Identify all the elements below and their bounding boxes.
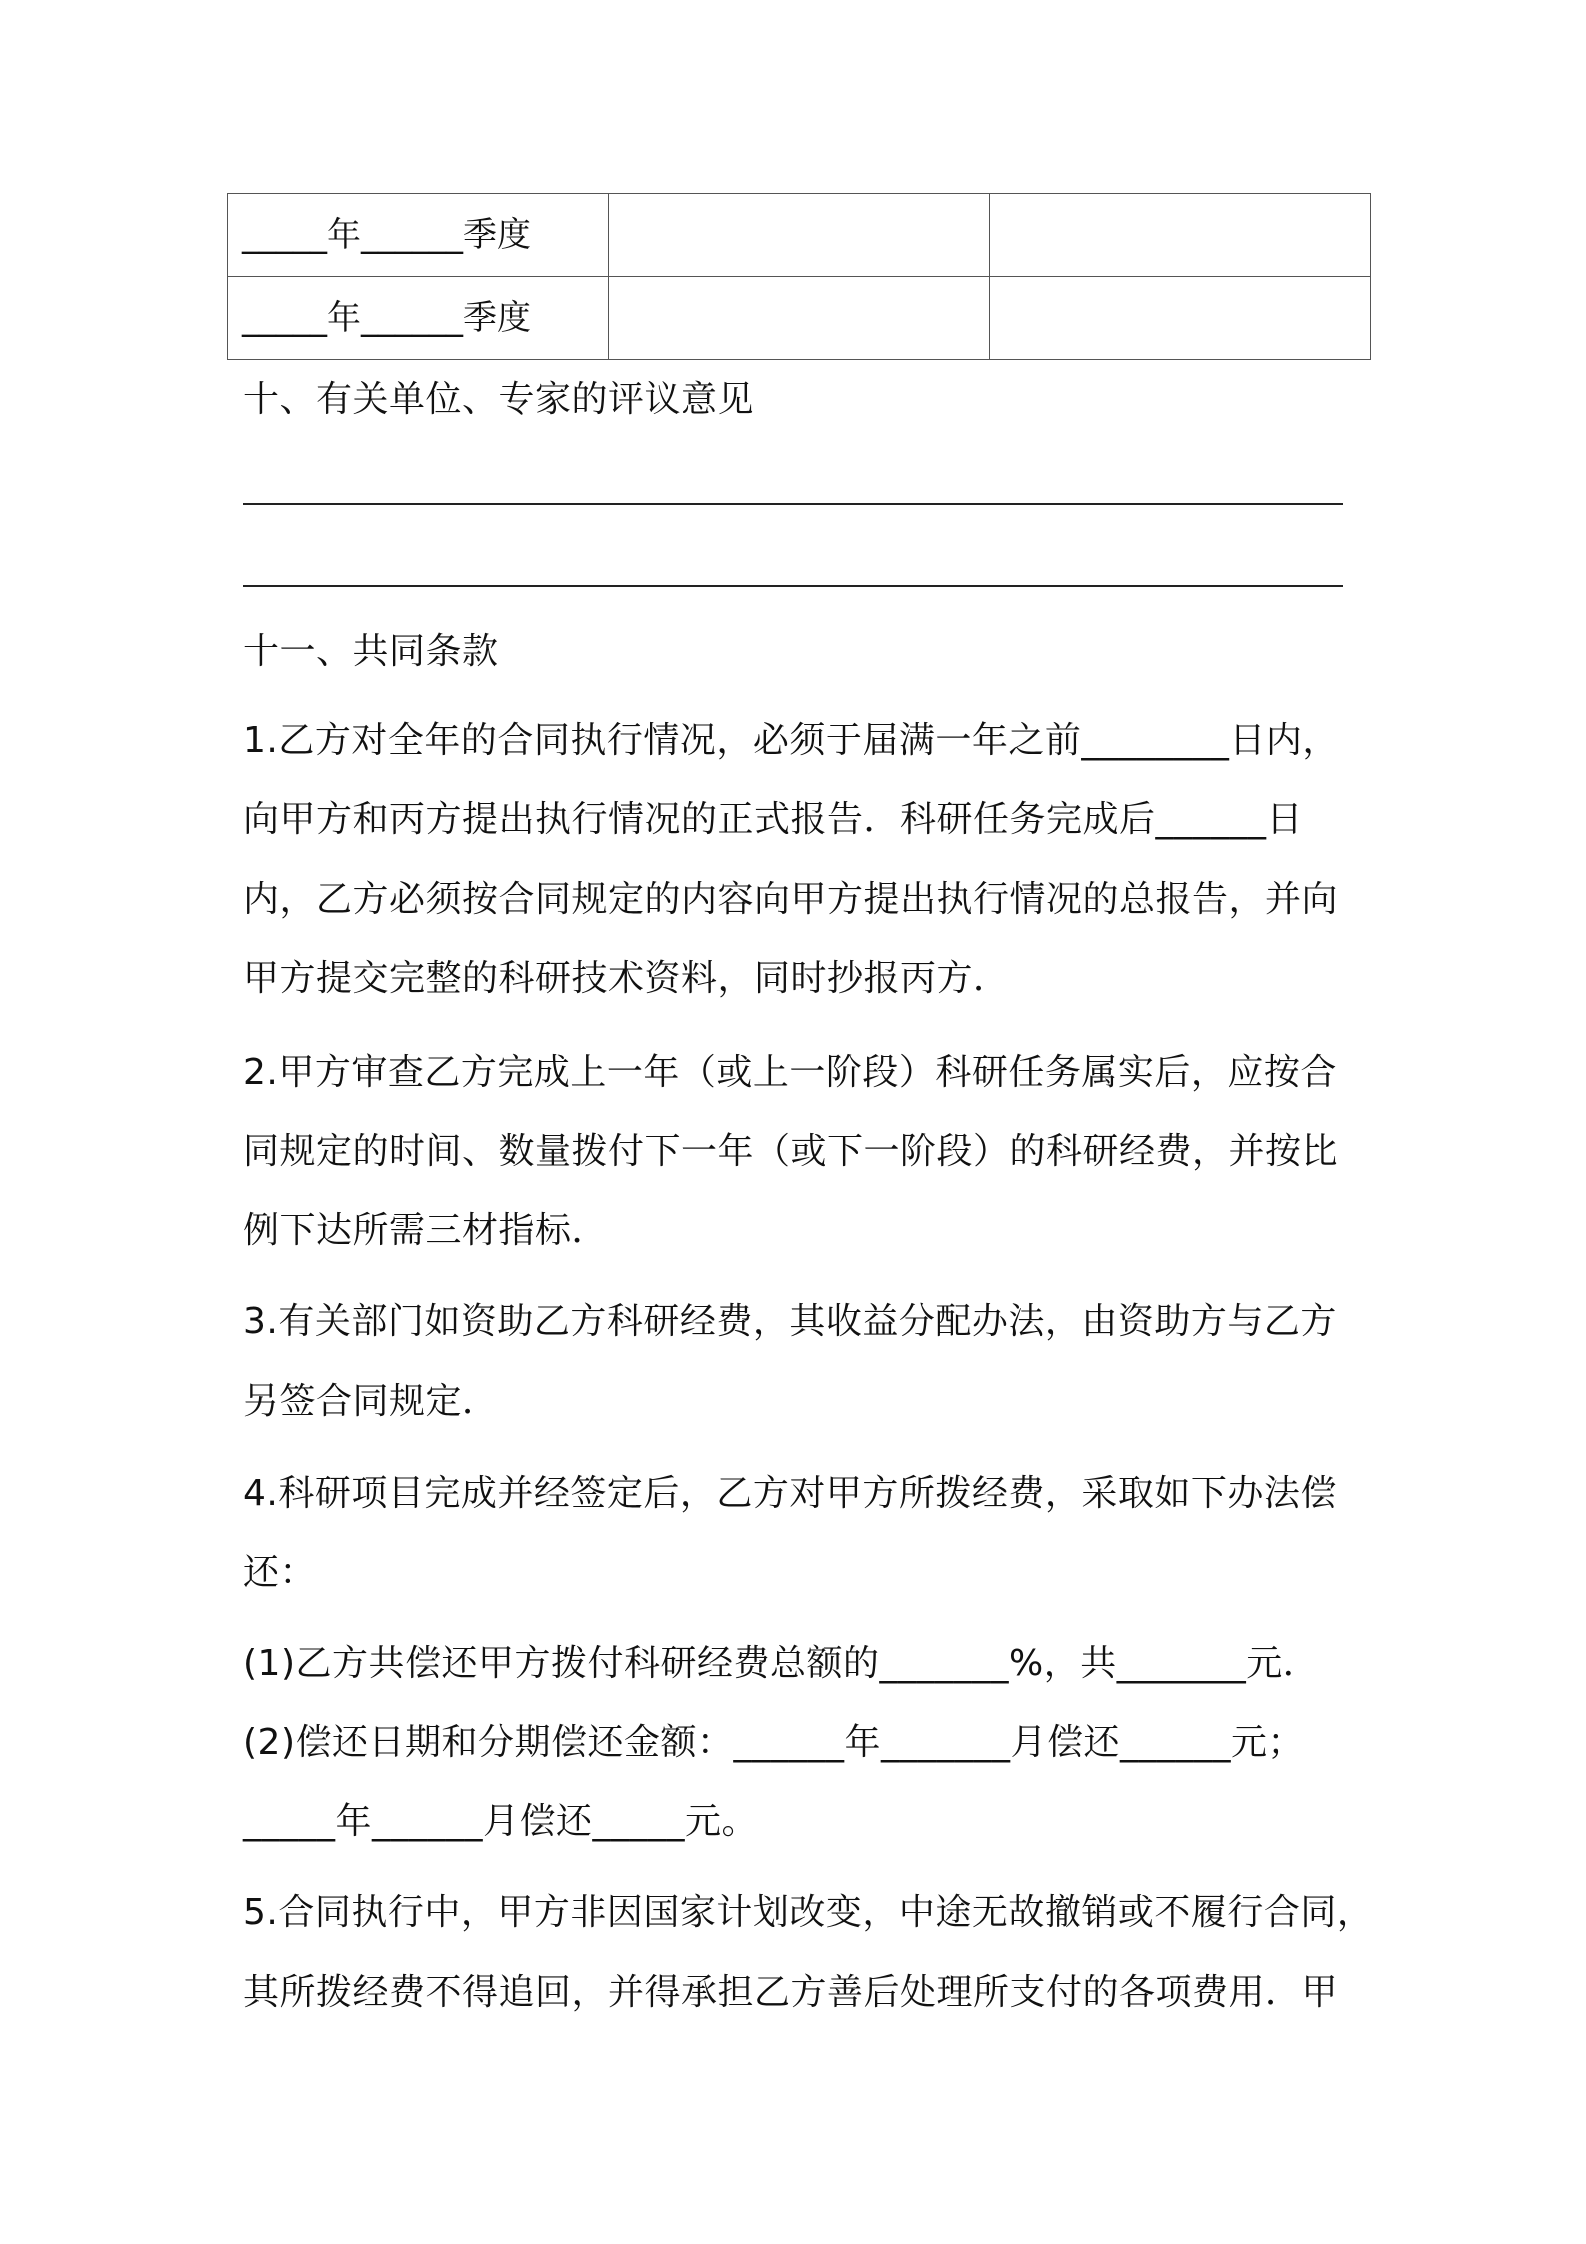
clause-line: 另签合同规定． [243,1381,499,1422]
clause-line: 4.科研项目完成并经签定后，乙方对甲方所拨经费，采取如下办法偿 [243,1473,1337,1514]
clause-line: 其所拨经费不得追回，并得承担乙方善后处理所支付的各项费用．甲 [243,1972,1339,2013]
blank-underline [243,585,1343,587]
clause-line: 3.有关部门如资助乙方科研经费，其收益分配办法，由资助方与乙方 [243,1301,1337,1342]
clause-line: (2)偿还日期和分期偿还金额：______年_______月偿还______元； [243,1722,1304,1763]
clause-line: 内，乙方必须按合同规定的内容向甲方提出执行情况的总报告，并向 [243,879,1339,920]
clause-line: 例下达所需三材指标． [243,1210,609,1251]
clause-line: 5.合同执行中，甲方非因国家计划改变，中途无故撤销或不履行合同， [243,1892,1374,1933]
table-cell [990,277,1371,360]
table-row [228,194,1371,277]
section-10-heading: 十、有关单位、专家的评议意见 [243,379,755,420]
clause-line: 同规定的时间、数量拨付下一年（或下一阶段）的科研经费，并按比 [243,1131,1339,1172]
clause-line: 1.乙方对全年的合同执行情况，必须于届满一年之前________日内， [243,720,1339,761]
clause-line: _____年______月偿还_____元。 [243,1801,759,1842]
table-cell-period: _____年______季度 [228,194,609,277]
table-cell [990,194,1371,277]
clause-line: (1)乙方共偿还甲方拨付科研经费总额的_______%，共_______元． [243,1643,1320,1684]
clause-line: 向甲方和丙方提出执行情况的正式报告．科研任务完成后______日 [243,799,1304,840]
table-cell [609,277,990,360]
table-cell-period: _____年______季度 [228,277,609,360]
clause-line: 还： [243,1552,317,1593]
table-cell [609,194,990,277]
clause-line: 甲方提交完整的科研技术资料，同时抄报丙方． [243,958,1010,999]
clause-line: 2.甲方审查乙方完成上一年（或上一阶段）科研任务属实后，应按合 [243,1052,1337,1093]
quarter-table [227,193,1371,360]
blank-underline [243,503,1343,505]
table-row [228,277,1371,360]
section-11-heading: 十一、共同条款 [243,631,499,672]
